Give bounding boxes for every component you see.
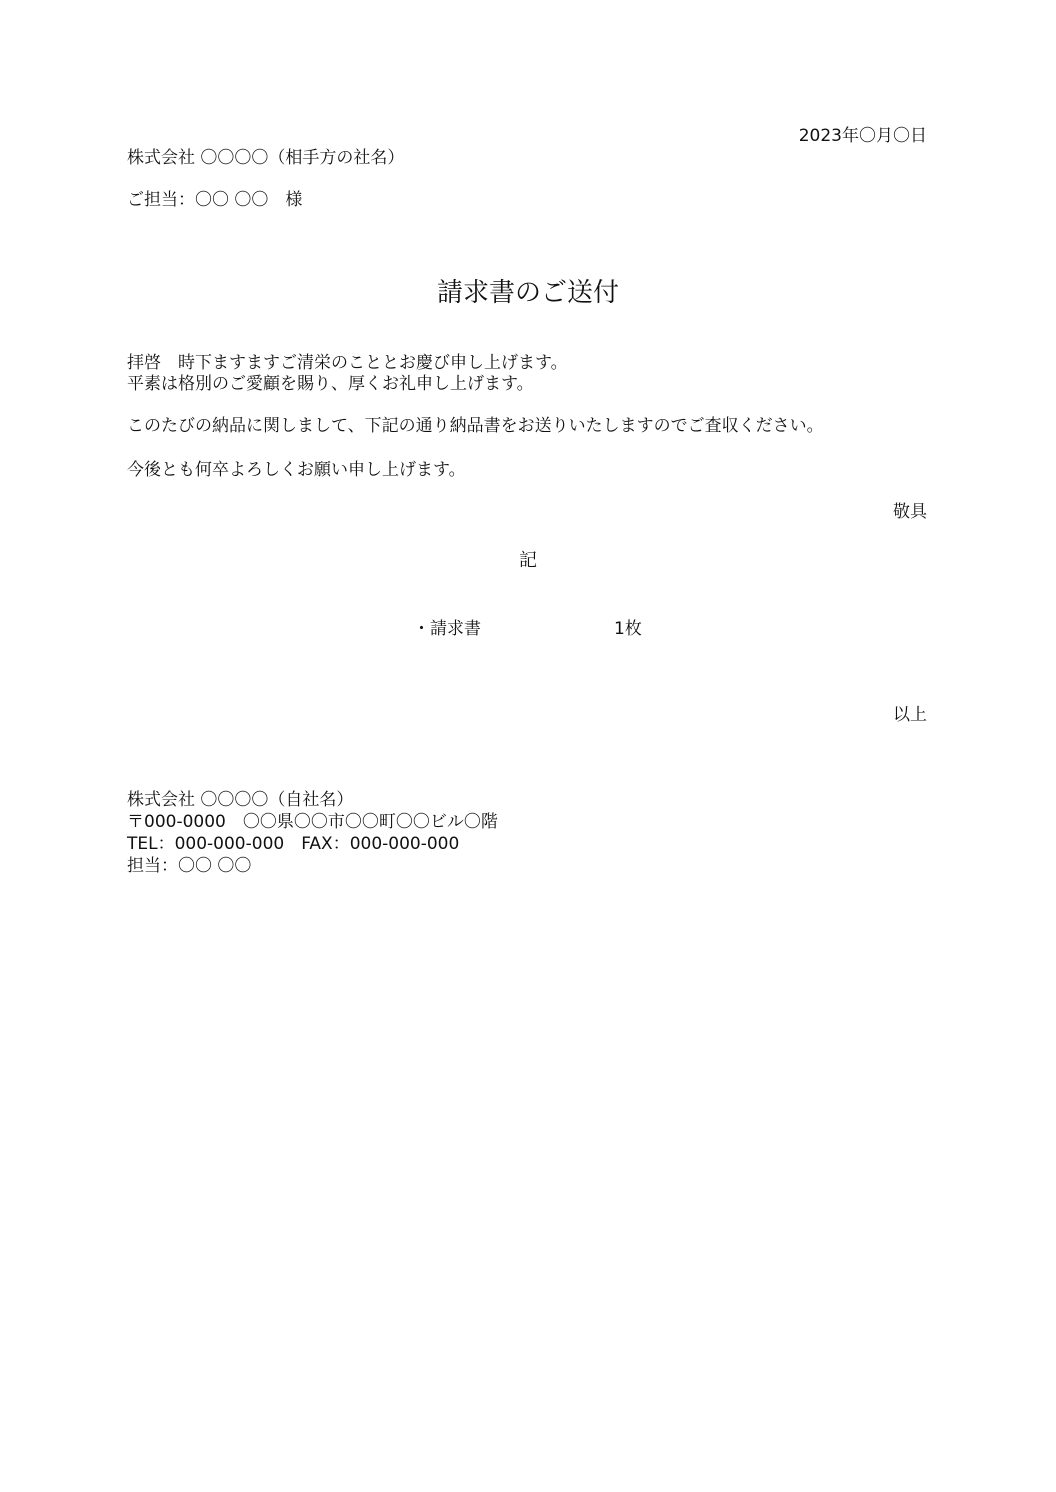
ki-heading: 記 [519,550,537,571]
item-name: ・請求書 [413,619,481,639]
recipient-company: 株式会社 〇〇〇〇（相手方の社名） [127,148,405,168]
recipient-person: ご担当：〇〇 〇〇 様 [127,190,303,210]
item-quantity: 1枚 [614,619,642,639]
letter-date: 2023年〇月〇日 [798,126,927,146]
sender-address: 〒000-0000 〇〇県〇〇市〇〇町〇〇ビル〇階 [127,812,498,832]
sender-company: 株式会社 〇〇〇〇（自社名） [127,790,354,810]
end-word: 以上 [893,705,927,725]
closing-request: 今後とも何卒よろしくお願い申し上げます。 [127,460,466,480]
sender-person: 担当：〇〇 〇〇 [127,856,252,876]
sender-contact: TEL：000-000-000 FAX：000-000-000 [127,834,460,854]
main-paragraph: このたびの納品に関しまして、下記の通り納品書をお送りいたしますのでご査収ください。 [127,416,824,436]
closing-word: 敬具 [893,502,927,522]
greeting-line-2: 平素は格別のご愛顧を賜り、厚くお礼申し上げます。 [127,374,534,394]
greeting-line-1: 拝啓 時下ますますご清栄のこととお慶び申し上げます。 [127,353,568,373]
document-title: 請求書のご送付 [436,278,619,308]
